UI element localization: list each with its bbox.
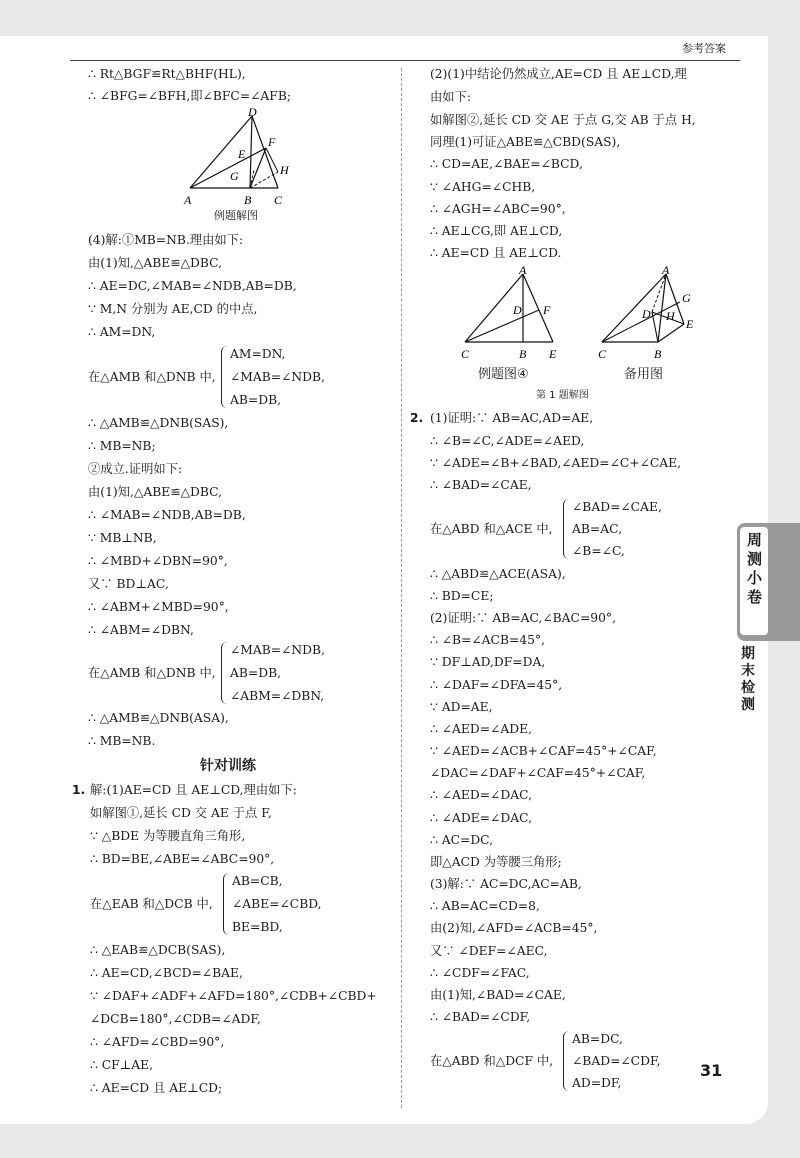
figure-segment [465,310,539,342]
text-line: ∴ ∠AFD=∠CBD=90°, [90,1035,225,1049]
text-line: ∴ ∠AED=∠DAC, [430,788,532,802]
text-line: ∵ △BDE 为等腰直角三角形, [90,829,246,843]
solution-figure-a [455,262,570,362]
figure-segment [658,274,666,342]
brace-line: ∠MAB=∠NDB, [230,643,325,657]
text-line: ∴ △EAB≌△DCB(SAS), [90,943,226,957]
brace-line: AB=AC, [572,522,622,536]
side-tab-final-exam[interactable]: 期末检测 [741,646,755,713]
side-tab-weekly-quiz[interactable] [737,523,800,641]
figure-label: G [682,291,691,305]
text-line: ∴ AE=CD 且 AE⊥CD. [430,246,562,260]
figure-label: D [248,108,257,119]
figure-caption: 备用图 [624,367,664,382]
text-line: ∴ BD=CE; [430,589,494,603]
figure-caption: 第 1 题解图 [536,390,589,401]
brace-line: AB=DC, [572,1032,623,1046]
figure-label: F [543,303,551,317]
text-line: ∴ AE=DC,∠MAB=∠NDB,AB=DB, [88,279,297,293]
text-line: ∴ AE=CD 且 AE⊥CD; [90,1081,223,1095]
figure-label: E [686,317,694,331]
section-title: 针对训练 [200,758,256,774]
text-line: ∵ DF⊥AD,DF=DA, [430,655,546,669]
brace-line: ∠MAB=∠NDB, [230,370,325,384]
text-line: ∵ ∠AED=∠ACB+∠CAF=45°+∠CAF, [430,744,657,758]
text-line: 由如下: [430,90,472,104]
figure-label: E [549,347,557,361]
text-line: ∵ M,N 分别为 AE,CD 的中点, [88,302,258,316]
figure-label: H [666,309,675,323]
text-line: 由(1)知,△ABE≌△DBC, [88,256,223,270]
figure-segment [250,172,278,188]
brace-line: ∠BAD=∠CAE, [572,500,662,514]
question-number: 1. [72,783,86,797]
text-line: ∴ △ABD≌△ACE(ASA), [430,567,566,581]
brace [563,1031,569,1091]
figure-segment [250,116,252,188]
text-line: (4)解:①MB=NB.理由如下: [88,233,244,247]
text-line: ∴ AE⊥CG,即 AE⊥CD, [430,224,563,238]
text-line: 由(1)知,∠BAD=∠CAE, [430,988,566,1002]
text-line: ∴ ∠BFG=∠BFH,即∠BFC=∠AFB; [88,89,292,103]
text-line: 在△AMB 和△DNB 中, [88,666,216,680]
text-line: ∴ ∠ADE=∠DAC, [430,811,532,825]
brace [223,873,229,935]
figure-label: B [244,193,252,207]
text-line: ∴ ∠DAF=∠DFA=45°, [430,678,563,692]
text-line: ∠DCB=180°,∠CDB=∠ADF, [90,1012,261,1026]
brace [563,499,569,559]
text-line: 又∵ BD⊥AC, [88,577,169,591]
text-line: ∴ ∠B=∠C,∠ADE=∠AED, [430,434,585,448]
figure-label: F [268,135,276,149]
text-line: ∴ AC=DC, [430,833,494,847]
figure-label: C [461,347,470,361]
text-line: ∴ MB=NB. [88,734,156,748]
figure-label: A [184,193,192,207]
brace-line: ∠B=∠C, [572,544,625,558]
solution-figure-b [590,262,705,362]
text-line: ∴ AM=DN, [88,325,156,339]
text-line: 即△ACD 为等腰三角形; [430,855,562,869]
brace-line: BE=BD, [232,920,283,934]
text-line: 又∵ ∠DEF=∠AEC, [430,944,548,958]
brace-line: ∠ABM=∠DBN, [230,689,325,703]
figure-segment [658,324,684,342]
page-number: 31 [700,1061,723,1080]
figure-label: D [642,307,651,321]
text-line: ∴ MB=NB; [88,439,156,453]
text-line: ∴ ∠CDF=∠FAC, [430,966,530,980]
text-line: ∵ ∠AHG=∠CHB, [430,180,536,194]
text-line: ∴ ∠AED=∠ADE, [430,722,532,736]
text-line: 如解图②,延长 CD 交 AE 于点 G,交 AB 于点 H, [430,113,696,127]
text-line: (1)证明:∵ AB=AC,AD=AE, [430,411,594,425]
text-line: 由(1)知,△ABE≌△DBC, [88,485,223,499]
text-line: ∠DAC=∠DAF+∠CAF=45°+∠CAF, [430,766,646,780]
text-line: 由(2)知,∠AFD=∠ACB=45°, [430,921,598,935]
text-line: 在△ABD 和△ACE 中, [430,522,553,536]
brace-line: AB=DB, [230,393,282,407]
text-line: ∴ CD=AE,∠BAE=∠BCD, [430,157,583,171]
text-line: 在△AMB 和△DNB 中, [88,370,216,384]
text-line: ∴ AE=CD,∠BCD=∠BAE, [90,966,243,980]
text-line: ∴ ∠BAD=∠CDF, [430,1010,531,1024]
brace-line: AM=DN, [230,347,286,361]
page-header: 参考答案 [682,42,726,55]
figure-label: A [519,263,527,277]
text-line: (2)证明:∵ AB=AC,∠BAC=90°, [430,611,616,625]
figure-segment [652,312,658,342]
text-line: ∴ ∠MBD+∠DBN=90°, [88,554,228,568]
figure-label: E [238,147,246,161]
brace [221,642,227,704]
text-line: ∴ △AMB≌△DNB(ASA), [88,711,229,725]
text-line: ∴ ∠BAD=∠CAE, [430,478,532,492]
figure-label: D [513,303,522,317]
header-rule [70,60,740,61]
text-line: (3)解:∵ AC=DC,AC=AB, [430,877,582,891]
text-line: ∵ ∠ADE=∠B+∠BAD,∠AED=∠C+∠CAE, [430,456,682,470]
figure-label: B [519,347,527,361]
text-line: ∵ MB⊥NB, [88,531,157,545]
figure-segment [190,148,266,188]
text-line: ∴ Rt△BGF≌Rt△BHF(HL), [88,67,246,81]
brace [221,346,227,408]
text-line: ∴ ∠MAB=∠NDB,AB=DB, [88,508,246,522]
text-line: ∴ BD=BE,∠ABE=∠ABC=90°, [90,852,275,866]
text-line: ②成立.证明如下: [88,462,183,476]
text-line: ∵ AD=AE, [430,700,493,714]
text-line: (2)(1)中结论仍然成立,AE=CD 且 AE⊥CD,理 [430,67,687,81]
figure-label: C [274,193,283,207]
text-line: 解:(1)AE=CD 且 AE⊥CD,理由如下: [90,783,297,797]
text-line: ∴ ∠AGH=∠ABC=90°, [430,202,566,216]
brace-line: ∠BAD=∠CDF, [572,1054,661,1068]
text-line: ∴ ∠ABM=∠DBN, [88,623,194,637]
text-line: 在△ABD 和△DCF 中, [430,1054,554,1068]
text-line: ∴ △AMB≌△DNB(SAS), [88,416,229,430]
text-line: 同理(1)可证△ABE≌△CBD(SAS), [430,135,621,149]
text-line: ∴ AB=AC=CD=8, [430,899,540,913]
text-line: ∴ CF⊥AE, [90,1058,154,1072]
figure-label: C [598,347,607,361]
question-number: 2. [410,411,424,425]
brace-line: AB=CB, [232,874,283,888]
text-line: ∴ ∠B=∠ACB=45°, [430,633,546,647]
brace-line: ∠ABE=∠CBD, [232,897,322,911]
figure-label: A [662,263,670,277]
side-tab-label: 周测小卷 [747,531,763,606]
example-figure [180,108,300,208]
text-line: ∵ ∠DAF+∠ADF+∠AFD=180°,∠CDB+∠CBD+ [90,989,377,1003]
text-line: ∴ ∠ABM+∠MBD=90°, [88,600,229,614]
brace-line: AD=DF, [572,1076,622,1090]
figure-label: H [280,163,289,177]
figure-label: B [654,347,662,361]
text-line: 在△EAB 和△DCB 中, [90,897,213,911]
figure-caption: 例题解图 [214,209,258,222]
figure-segment [250,148,266,188]
brace-line: AB=DB, [230,666,282,680]
figure-caption: 例题图④ [478,367,529,382]
figure-label: G [230,169,239,183]
column-divider [401,68,402,1108]
text-line: 如解图①,延长 CD 交 AE 于点 F, [90,806,272,820]
